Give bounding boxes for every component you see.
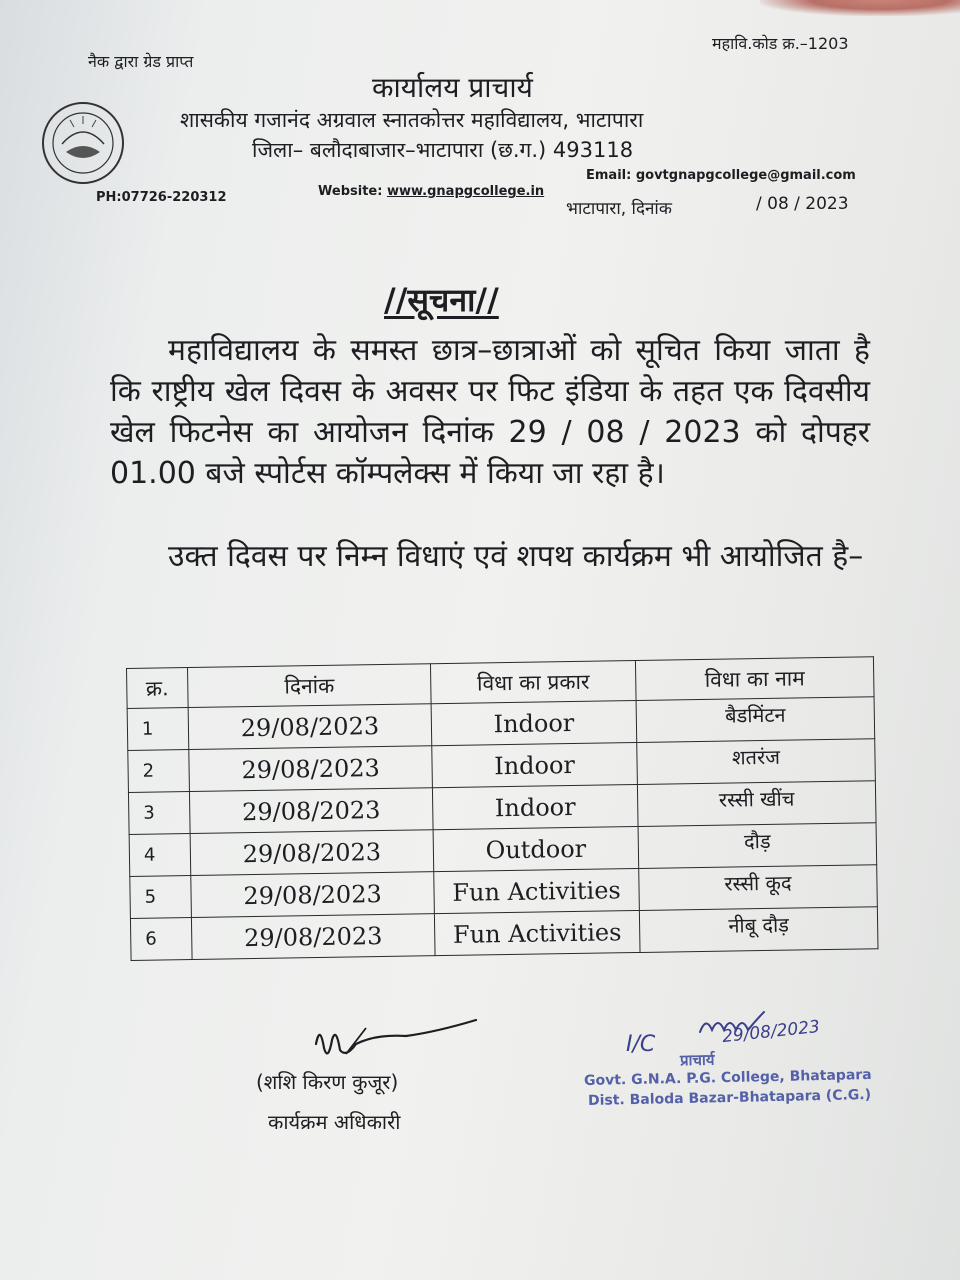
notice-title: //सूचना// [384,281,499,319]
college-seal-logo [40,100,126,186]
email-address: Email: govtgnapgcollege@gmail.com [586,168,856,183]
cell-name: नीबू दौड़ [639,907,878,953]
schedule-table [126,656,879,961]
cell-sr: 6 [130,918,192,961]
program-officer-signature [306,1014,486,1074]
header-type: विधा का प्रकार [430,660,636,703]
thumb-shadow [760,0,960,16]
cell-date: 29/08/2023 [189,788,433,834]
naac-grade-text: नैक द्वारा ग्रेड प्राप्त [88,52,194,71]
principal-sign-date: 29/08/2023 [721,1016,821,1048]
cell-name: बैडमिंटन [636,697,875,743]
cell-sr: 3 [128,792,190,835]
cell-date: 29/08/2023 [189,746,433,792]
office-title: कार्यालय प्राचार्य [372,71,533,104]
cell-type: Fun Activities [434,910,640,955]
date-value: / 08 / 2023 [756,194,849,214]
cell-name: दौड़ [638,823,877,869]
cell-type: Indoor [432,742,638,787]
cell-name: रस्सी कूद [639,865,878,911]
cell-sr: 2 [128,750,190,793]
website-link[interactable]: www.gnapgcollege.in [386,184,545,199]
website-label: Website: [318,184,383,199]
program-officer-name: (शशि किरण कुजूर) [256,1070,399,1094]
phone-number: PH:07726-220312 [96,190,227,205]
district-line: जिला– बलौदाबाजार–भाटापारा (छ.ग.) 493118 [252,138,634,162]
college-name: शासकीय गजानंद अग्रवाल स्नातकोत्तर महाविद्यालय, भाटापारा [180,108,644,132]
college-code: महावि.कोड क्र.–1203 [712,34,849,53]
notice-paragraph-2: उक्त दिवस पर निम्न विधाएं एवं शपथ कार्यक्रम भी आयोजित है– [168,539,864,574]
program-officer-signature-block [256,1014,486,1134]
principal-stamp-line-1: Govt. G.N.A. P.G. College, Bhatapara [583,1066,872,1090]
cell-date: 29/08/2023 [191,872,435,918]
cell-type: Indoor [431,700,637,745]
cell-date: 29/08/2023 [188,704,432,750]
program-officer-role: कार्यक्रम अधिकारी [268,1110,401,1134]
cell-name: शतरंज [637,739,876,785]
cell-type: Indoor [432,784,638,829]
website-line [318,184,544,199]
cell-sr: 5 [130,876,192,919]
principal-stamp-line-2: Dist. Baloda Bazar-Bhatapara (C.G.) [587,1087,872,1109]
cell-date: 29/08/2023 [191,914,435,960]
principal-stamp-title: प्राचार्य [679,1050,715,1070]
cell-type: Outdoor [433,826,639,871]
in-charge-mark: I/C [626,1032,656,1057]
notice-paragraph-1: महाविद्यालय के समस्त छात्र–छात्राओं को सूचित किया जाता है कि राष्ट्रीय खेल दिवस के अवसर पर फिट इंडिया के तहत एक दिवसीय खेल फिटनेस का आयोजन दिनांक 29 / 08 / 2023 को दोपहर 01.00 बजे स्पोर्टस कॉम्पलेक्स में किया जा रहा है। [110,333,870,491]
cell-sr: 4 [129,834,191,877]
cell-name: रस्सी खींच [637,781,876,827]
header-date: दिनांक [188,664,432,708]
cell-date: 29/08/2023 [190,830,434,876]
place-date: भाटापारा, दिनांक [566,199,672,219]
cell-sr: 1 [127,708,189,751]
cell-type: Fun Activities [434,868,640,913]
header-sr: क्र. [127,668,189,709]
header-name: विधा का नाम [635,657,874,701]
